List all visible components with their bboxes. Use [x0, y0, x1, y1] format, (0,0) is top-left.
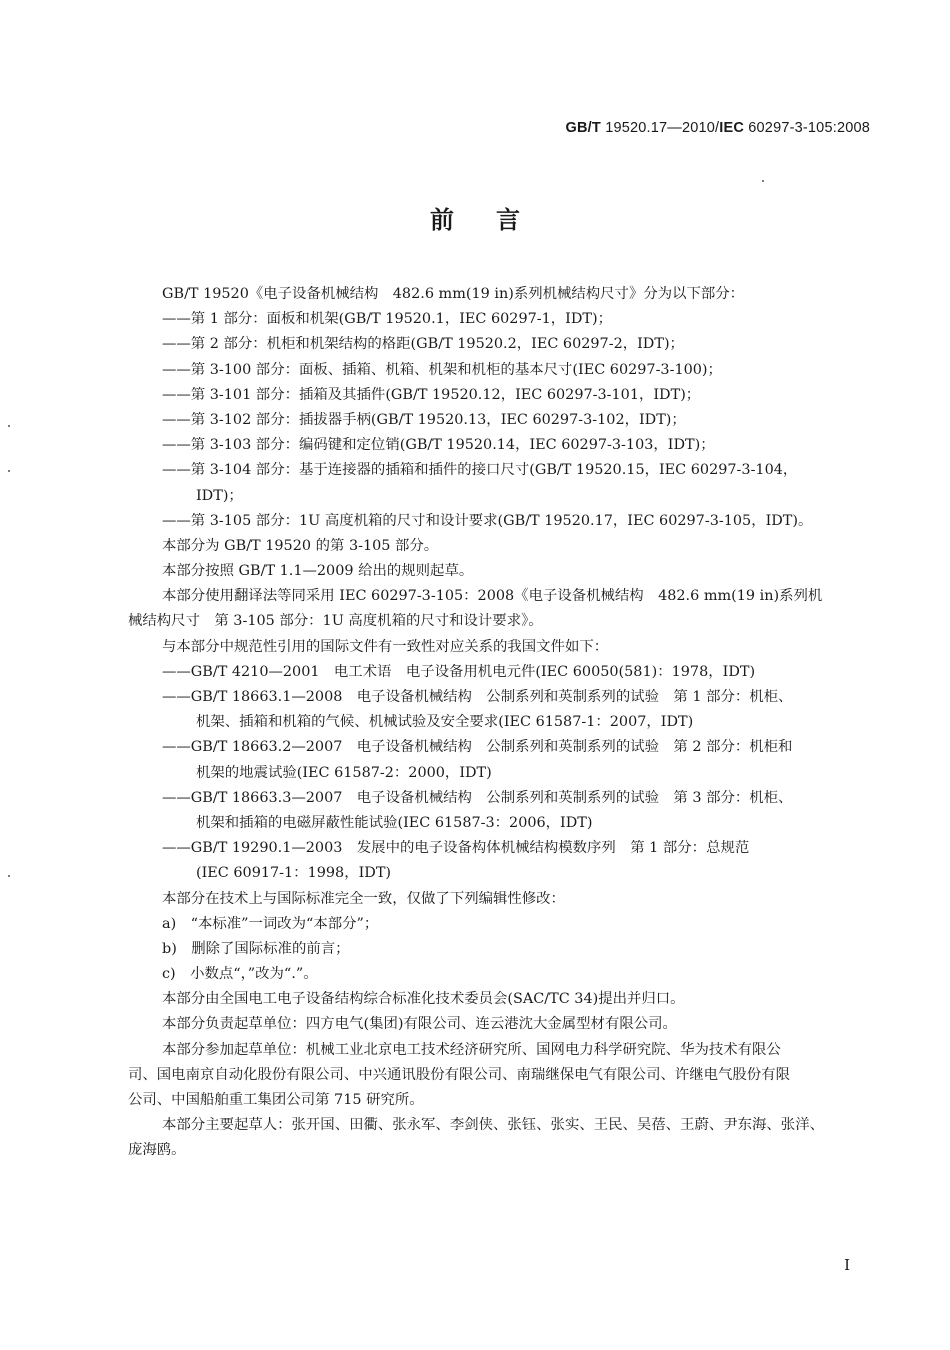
- list-item: ——第 3-102 部分：插拔器手柄(GB/T 19520.13，IEC 60297-3-102，IDT)；: [162, 411, 686, 428]
- list-item: ——GB/T 18663.2—2007 电子设备机械结构 公制系列和英制系列的试验 第 2 部分：机柜和: [162, 739, 793, 756]
- paragraph: 本部分在技术上与国际标准完全一致，仅做了下列编辑性修改：: [162, 890, 565, 907]
- scan-speck: [8, 470, 10, 472]
- paragraph-continuation: 械结构尺寸 第 3-105 部分：1U 高度机箱的尺寸和设计要求》。: [128, 613, 543, 630]
- list-item: ——GB/T 18663.3—2007 电子设备机械结构 公制系列和英制系列的试验 第 3 部分：机柜、: [162, 789, 793, 806]
- list-item-continuation: 机架和插箱的电磁屏蔽性能试验(IEC 61587-3：2006，IDT): [196, 814, 593, 831]
- list-item: ——第 3-105 部分：1U 高度机箱的尺寸和设计要求(GB/T 19520.17，IEC 60297-3-105，IDT)。: [162, 512, 813, 529]
- paragraph-continuation: 庞海鸥。: [128, 1142, 186, 1159]
- list-item: ——第 3-100 部分：面板、插箱、机箱、机架和机柜的基本尺寸(IEC 60297-3-100)；: [162, 361, 722, 378]
- page-number: I: [844, 1256, 850, 1274]
- paragraph: 本部分使用翻译法等同采用 IEC 60297-3-105：2008《电子设备机械结构 482.6 mm(19 in)系列机: [162, 588, 823, 605]
- list-item: ——GB/T 4210—2001 电工术语 电子设备用机电元件(IEC 60050(581)：1978，IDT): [162, 663, 756, 680]
- list-item: ——GB/T 18663.1—2008 电子设备机械结构 公制系列和英制系列的试验 第 1 部分：机柜、: [162, 689, 793, 705]
- paragraph: 本部分负责起草单位：四方电气(集团)有限公司、连云港沈大金属型材有限公司。: [162, 1016, 677, 1033]
- header-iec-number: 60297-3-105:2008: [744, 120, 870, 136]
- intro-paragraph: GB/T 19520《电子设备机械结构 482.6 mm(19 in)系列机械结构尺寸》分为以下部分：: [162, 286, 745, 302]
- list-item-continuation: 机架、插箱和机箱的气候、机械试验及安全要求(IEC 61587-1：2007，IDT): [196, 714, 694, 731]
- enum-item: a) “本标准”一词改为“本部分”；: [162, 915, 379, 932]
- page-title: 前言: [430, 206, 562, 234]
- paragraph: 本部分参加起草单位：机械工业北京电工技术经济研究所、国网电力科学研究院、华为技术有限公: [162, 1041, 781, 1058]
- paragraph: 本部分按照 GB/T 1.1—2009 给出的规则起草。: [162, 563, 474, 580]
- enum-item: b) 删除了国际标准的前言；: [162, 940, 350, 957]
- scan-speck: [762, 180, 764, 182]
- header-iec: IEC: [719, 120, 745, 136]
- enum-item: c) 小数点“，”改为“.”。: [162, 966, 318, 983]
- list-item-continuation: (IEC 60917-1：1998，IDT): [196, 865, 392, 882]
- list-item: ——第 1 部分：面板和机架(GB/T 19520.1，IEC 60297-1，IDT)；: [162, 311, 612, 328]
- paragraph-continuation: 公司、中国船舶重工集团公司第 715 研究所。: [128, 1092, 424, 1108]
- header-number: 19520.17—2010/: [600, 120, 720, 136]
- paragraph: 本部分为 GB/T 19520 的第 3-105 部分。: [162, 537, 439, 554]
- list-item: ——第 3-103 部分：编码键和定位销(GB/T 19520.14，IEC 60297-3-103，IDT)；: [162, 437, 715, 454]
- paragraph: 本部分由全国电工电子设备结构综合标准化技术委员会(SAC/TC 34)提出并归口。: [162, 991, 685, 1008]
- list-item-continuation: IDT)；: [196, 487, 243, 504]
- paragraph-continuation: 司、国电南京自动化股份有限公司、中兴通讯股份有限公司、南瑞继保电气有限公司、许继电气股份有限: [128, 1066, 790, 1083]
- list-item: ——GB/T 19290.1—2003 发展中的电子设备构体机械结构模数序列 第 1 部分：总规范: [162, 840, 750, 857]
- list-item: ——第 3-104 部分：基于连接器的插箱和插件的接口尺寸(GB/T 19520.15，IEC 60297-3-104，: [162, 462, 798, 479]
- list-item: ——第 3-101 部分：插箱及其插件(GB/T 19520.12，IEC 60297-3-101，IDT)；: [162, 386, 701, 403]
- paragraph: 本部分主要起草人：张开国、田衢、张永军、李剑侠、张钰、张实、王民、吴蓓、王蔚、尹东海、张洋、: [162, 1117, 824, 1134]
- scan-speck: [8, 875, 10, 877]
- foreword-body: [128, 282, 872, 1164]
- scan-speck: [8, 425, 10, 427]
- paragraph: 与本部分中规范性引用的国际文件有一致性对应关系的我国文件如下：: [162, 638, 609, 655]
- list-item: ——第 2 部分：机柜和机架结构的格距(GB/T 19520.2，IEC 60297-2，IDT)；: [162, 336, 684, 353]
- header-gbt: GB/T: [565, 120, 601, 136]
- list-item-continuation: 机架的地震试验(IEC 61587-2：2000，IDT): [196, 764, 492, 781]
- standard-number-header: [566, 120, 870, 136]
